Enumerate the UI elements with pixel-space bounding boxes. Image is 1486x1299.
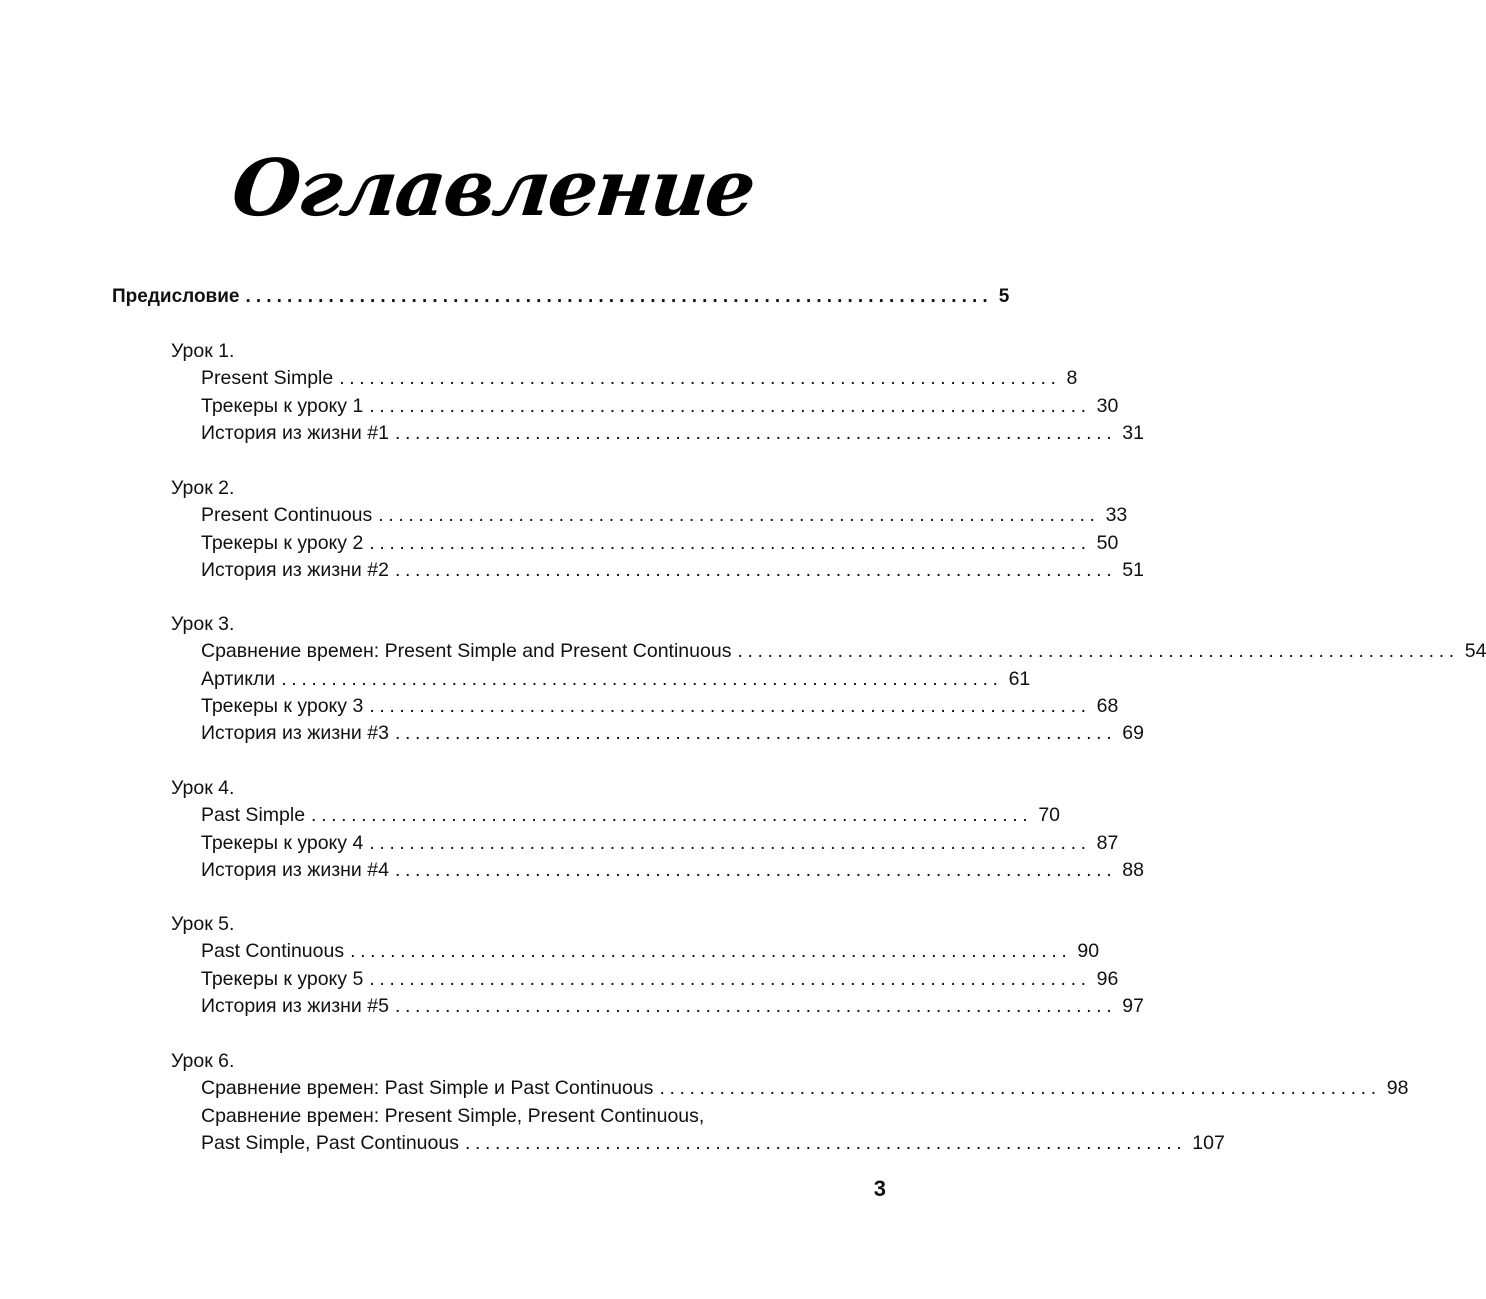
dot-leader: ........................................................................	[369, 694, 1091, 717]
dot-leader: ........................................................................	[369, 531, 1091, 554]
toc-entry[interactable]	[201, 666, 1031, 693]
toc-entry-label: Артикли	[201, 667, 276, 690]
toc-entry[interactable]	[201, 693, 1119, 720]
toc-entry-label: История из жизни #2	[201, 558, 389, 581]
toc-entry-label: Past Simple	[201, 804, 306, 827]
toc-entry-page: 90	[1077, 940, 1100, 963]
toc-entry-page: 98	[1386, 1077, 1409, 1100]
toc-entry-page: 61	[1008, 667, 1031, 690]
toc-entry-label: Present Simple	[201, 367, 334, 390]
toc-entry-page: 96	[1096, 967, 1119, 990]
toc-entry-label: Трекеры к уроку 3	[201, 694, 364, 717]
toc-entry-label: Сравнение времен: Past Simple и Past Continuous	[201, 1077, 654, 1100]
toc-entry-label: Трекеры к уроку 4	[201, 831, 364, 854]
toc-entry-page: 70	[1038, 804, 1061, 827]
toc-entry[interactable]	[201, 720, 1144, 747]
toc-entry-label: Present Continuous	[201, 504, 373, 527]
lesson-heading: Урок 2.	[171, 477, 235, 499]
dot-leader: ........................................................................	[350, 940, 1072, 963]
toc-entry[interactable]	[201, 420, 1144, 447]
toc-entry-label: Past Continuous	[201, 940, 345, 963]
page-title: Оглавление	[227, 143, 759, 234]
toc-entry[interactable]	[201, 993, 1144, 1020]
dot-leader: ........................................................................	[369, 967, 1091, 990]
dot-leader: ........................................................................	[311, 804, 1033, 827]
toc-entry-page: 54	[1464, 640, 1486, 663]
lesson-heading: Урок 4.	[171, 777, 235, 799]
toc-entry-label: История из жизни #4	[201, 858, 389, 881]
toc-entry-page: 8	[1066, 367, 1078, 390]
toc-entry[interactable]	[201, 393, 1119, 420]
toc-entry[interactable]	[201, 1075, 1409, 1102]
toc-entry-label: История из жизни #1	[201, 421, 389, 444]
toc-entry[interactable]	[201, 530, 1119, 557]
toc-entry-page: 69	[1122, 722, 1144, 745]
toc-entry[interactable]	[201, 1130, 1225, 1157]
toc-entry-label: Трекеры к уроку 5	[201, 967, 364, 990]
dot-leader: ........................................................................	[281, 667, 1003, 690]
toc-entry-page: 88	[1122, 858, 1144, 881]
toc-entry-label: Трекеры к уроку 1	[201, 394, 364, 417]
toc-entry-page: 51	[1122, 558, 1144, 581]
toc-entry-label: Сравнение времен: Present Simple and Present Continuous	[201, 640, 732, 663]
dot-leader: ........................................................................	[394, 722, 1117, 745]
dot-leader: ........................................................................	[394, 558, 1117, 581]
toc-entry-page: 30	[1096, 394, 1119, 417]
lesson-heading: Урок 3.	[171, 613, 235, 635]
dot-leader: ........................................................................	[378, 504, 1100, 527]
dot-leader: ........................................................................	[369, 394, 1091, 417]
lesson-heading: Урок 6.	[171, 1050, 235, 1072]
toc-entry-page: 97	[1122, 994, 1144, 1017]
toc-entry[interactable]	[201, 857, 1144, 884]
dot-leader: ........................................................................	[339, 367, 1061, 390]
toc-entry[interactable]	[201, 938, 1100, 965]
page-number: 3	[873, 1176, 886, 1201]
dot-leader: ........................................................................	[394, 994, 1117, 1017]
toc-entry[interactable]	[201, 830, 1119, 857]
toc-entry-label: Трекеры к уроку 2	[201, 531, 364, 554]
toc-entry-page: 107	[1192, 1131, 1225, 1154]
toc-entry-label-line[interactable]: Сравнение времен: Present Simple, Present Continuous,	[201, 1104, 705, 1127]
dot-leader: ........................................................................	[394, 421, 1117, 444]
toc-entry-label: История из жизни #5	[201, 994, 389, 1017]
toc-entry[interactable]	[201, 502, 1128, 529]
lesson-heading: Урок 5.	[171, 913, 235, 935]
dot-leader: ........................................................................	[245, 286, 993, 307]
toc-entry-page: 68	[1096, 694, 1119, 717]
toc-entry[interactable]	[201, 365, 1078, 392]
dot-leader: ........................................................................	[464, 1131, 1187, 1154]
toc-entry-label: Предисловие	[112, 286, 240, 307]
toc-entry[interactable]	[201, 966, 1119, 993]
toc-entry-page: 5	[998, 286, 1010, 307]
toc-entry-page: 31	[1122, 421, 1144, 444]
toc-entry[interactable]	[201, 557, 1144, 584]
dot-leader: ........................................................................	[737, 640, 1459, 663]
dot-leader: ........................................................................	[394, 858, 1117, 881]
toc-entry-page: 87	[1096, 831, 1119, 854]
lesson-heading: Урок 1.	[171, 340, 235, 362]
toc-entry-preface[interactable]	[112, 283, 1010, 310]
toc-entry-page: 50	[1096, 531, 1119, 554]
toc-entry-page: 33	[1105, 504, 1128, 527]
toc-entry-label: История из жизни #3	[201, 722, 389, 745]
dot-leader: ........................................................................	[369, 831, 1091, 854]
dot-leader: ........................................................................	[659, 1077, 1381, 1100]
toc-entry[interactable]	[201, 802, 1061, 829]
toc-entry[interactable]	[201, 638, 1486, 665]
toc-entry-label: Past Simple, Past Continuous	[201, 1131, 459, 1154]
